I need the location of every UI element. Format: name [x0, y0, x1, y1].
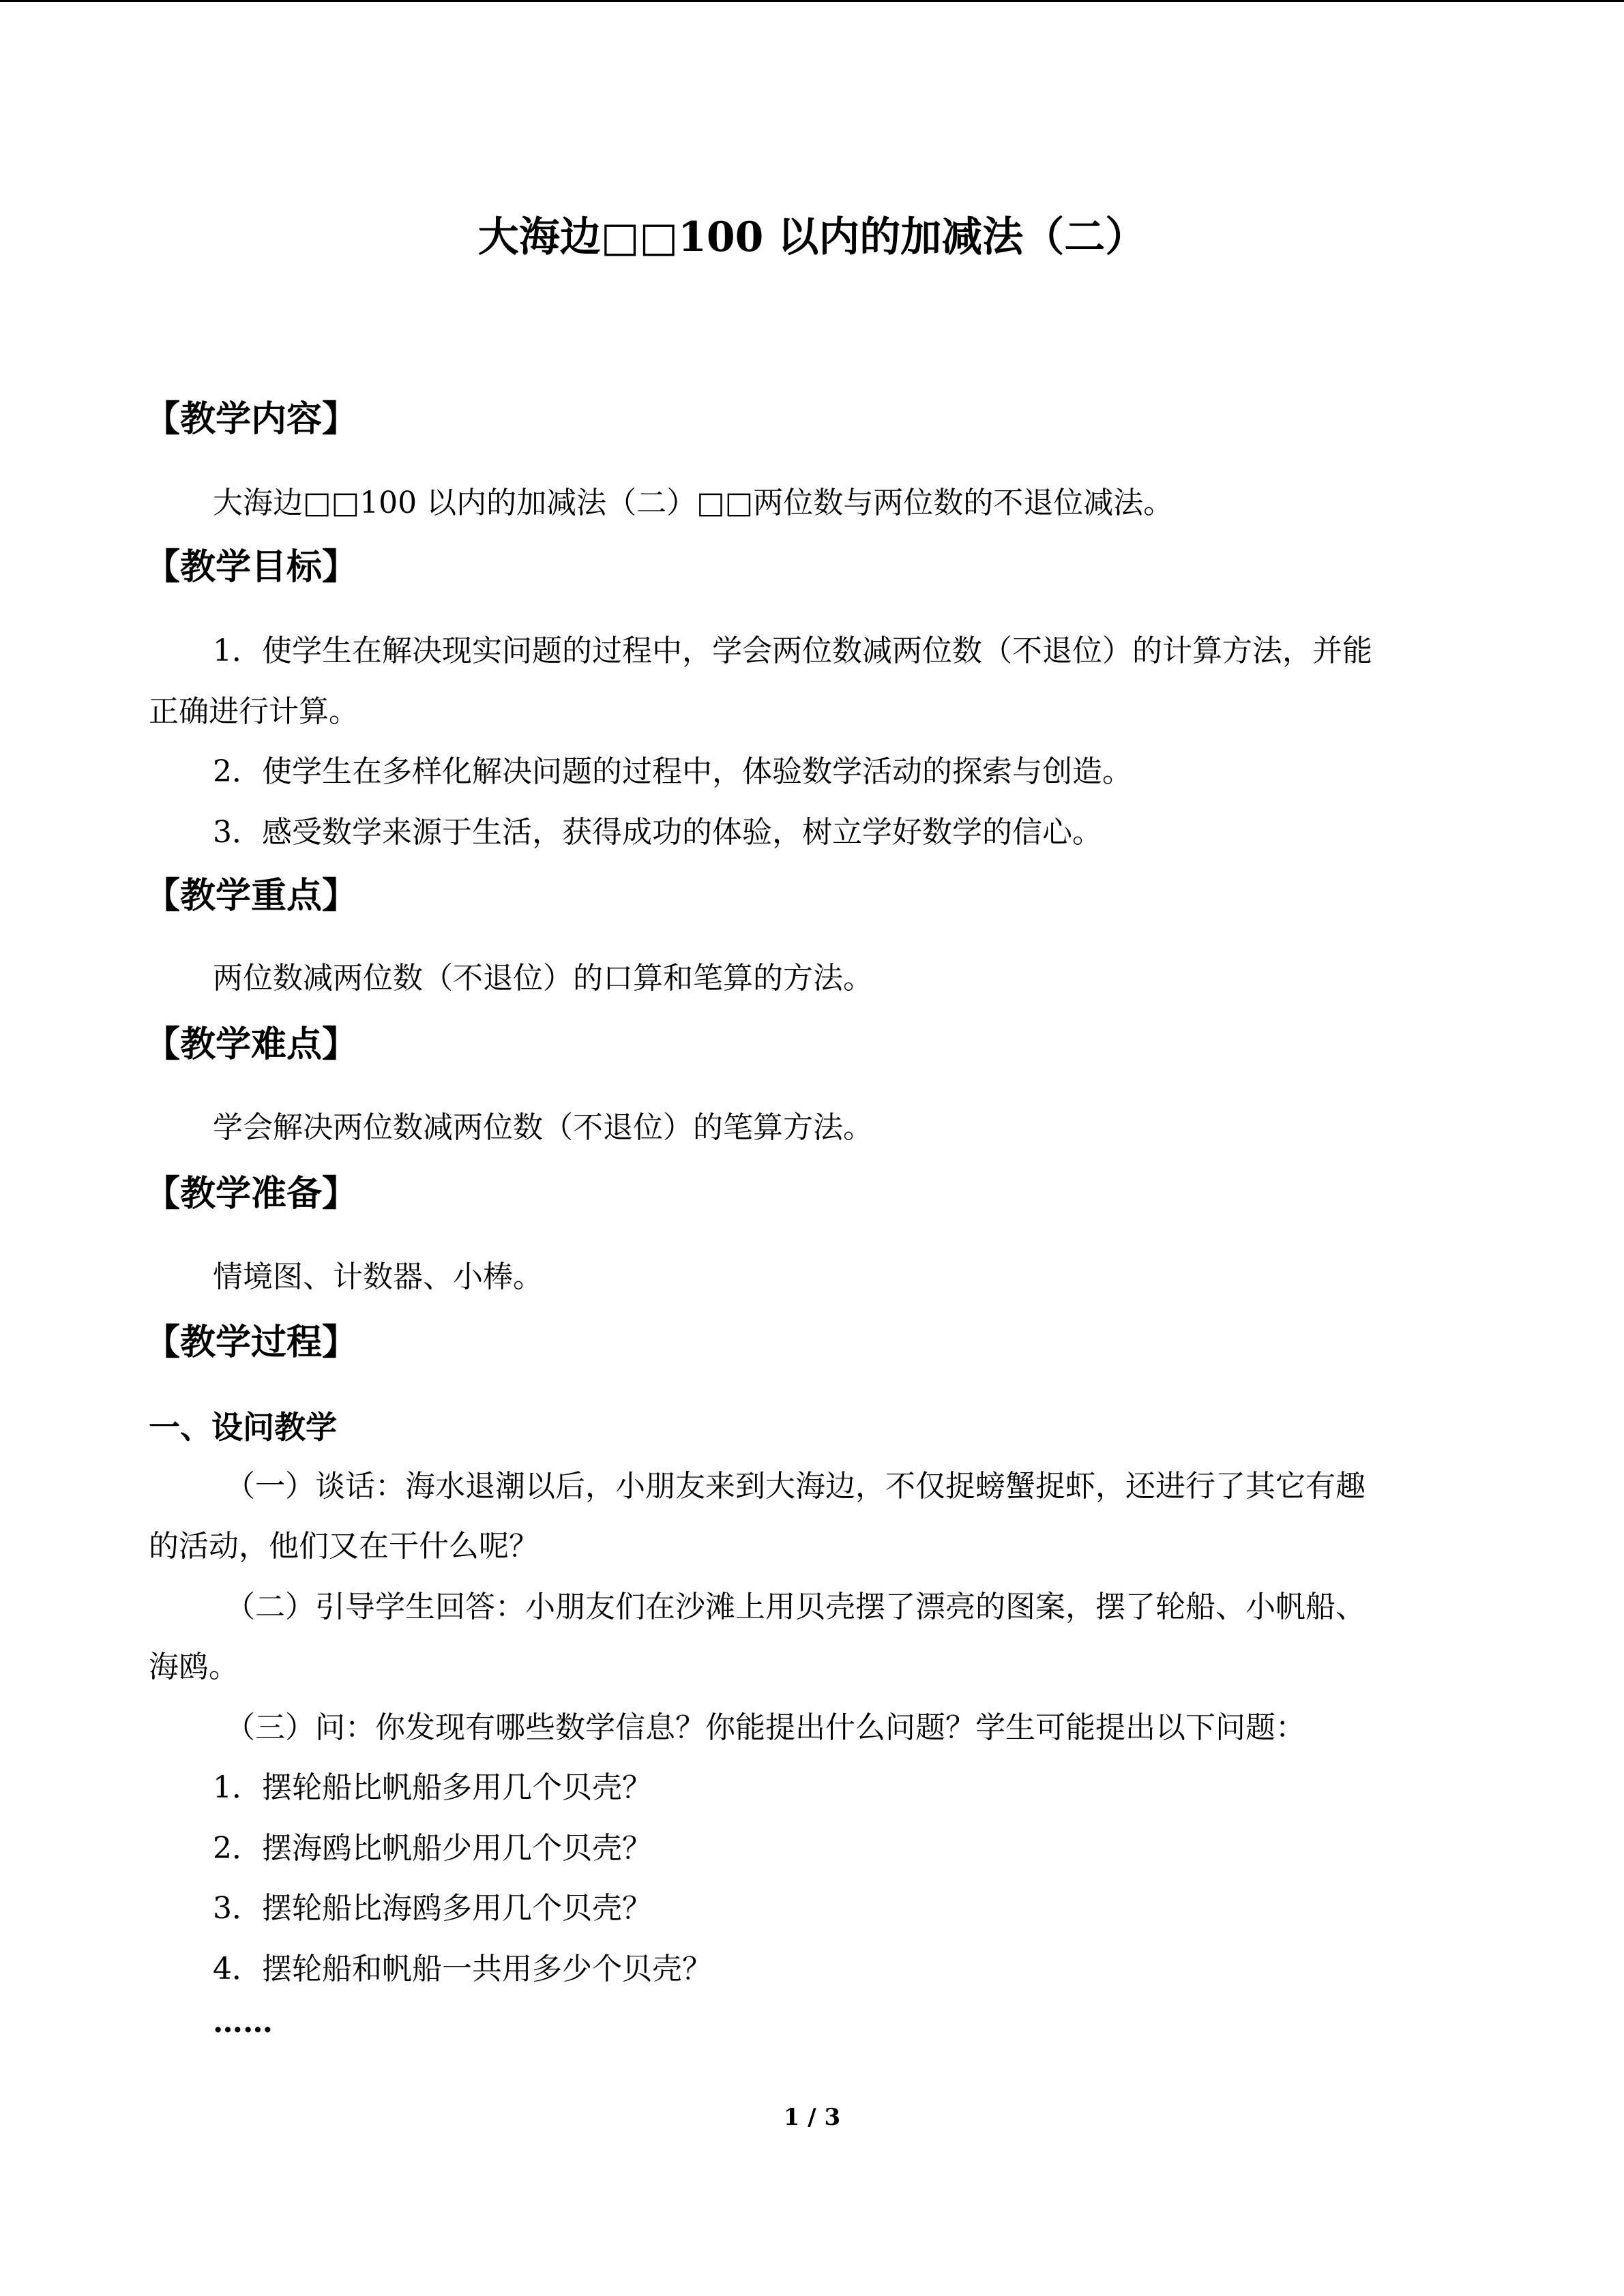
difficulties-text: 学会解决两位数减两位数（不退位）的笔算方法。: [213, 1110, 873, 1145]
process-subheading: 一、设问教学: [149, 1409, 337, 1446]
page-number: 1 / 3: [783, 2104, 841, 2131]
process-p2-line-1: （二）引导学生回答：小朋友们在沙滩上用贝壳摆了漂亮的图案，摆了轮船、小帆船、: [225, 1590, 1365, 1624]
content-text: 大海边□□100 以内的加减法（二）□□两位数与两位数的不退位减法。: [213, 486, 1174, 520]
heading-key-points: 【教学重点】: [145, 876, 358, 916]
process-p3: （三）问：你发现有哪些数学信息？你能提出什么问题？学生可能提出以下问题：: [225, 1710, 1305, 1745]
heading-preparation: 【教学准备】: [145, 1174, 358, 1214]
goal-item-3: 3．感受数学来源于生活，获得成功的体验，树立学好数学的信心。: [213, 815, 1102, 850]
heading-process: 【教学过程】: [145, 1322, 358, 1363]
question-1: 1．摆轮船比帆船多用几个贝壳？: [213, 1770, 652, 1805]
document-title: 大海边□□100 以内的加减法（二）: [477, 213, 1147, 261]
goal-item-2: 2．使学生在多样化解决问题的过程中，体验数学活动的探索与创造。: [213, 754, 1132, 789]
question-3: 3．摆轮船比海鸥多用几个贝壳？: [213, 1891, 652, 1926]
process-p1-line-2: 的活动，他们又在干什么呢？: [149, 1529, 539, 1564]
question-2: 2．摆海鸥比帆船少用几个贝壳？: [213, 1831, 652, 1866]
process-p1-line-1: （一）谈话：海水退潮以后，小朋友来到大海边，不仅捉螃蟹捉虾，还进行了其它有趣: [225, 1469, 1365, 1504]
heading-difficulties: 【教学难点】: [145, 1024, 358, 1065]
goal-item-1-line-2: 正确进行计算。: [149, 694, 359, 729]
preparation-text: 情境图、计数器、小棒。: [213, 1259, 543, 1294]
process-p2-line-2: 海鸥。: [149, 1650, 239, 1684]
key-points-text: 两位数减两位数（不退位）的口算和笔算的方法。: [213, 961, 873, 996]
ellipsis: ……: [213, 2005, 273, 2040]
goal-item-1-line-1: 1．使学生在解决现实问题的过程中，学会两位数减两位数（不退位）的计算方法，并能: [213, 633, 1372, 668]
heading-goals: 【教学目标】: [145, 547, 358, 588]
heading-content: 【教学内容】: [145, 399, 358, 440]
question-4: 4．摆轮船和帆船一共用多少个贝壳？: [213, 1952, 712, 1986]
